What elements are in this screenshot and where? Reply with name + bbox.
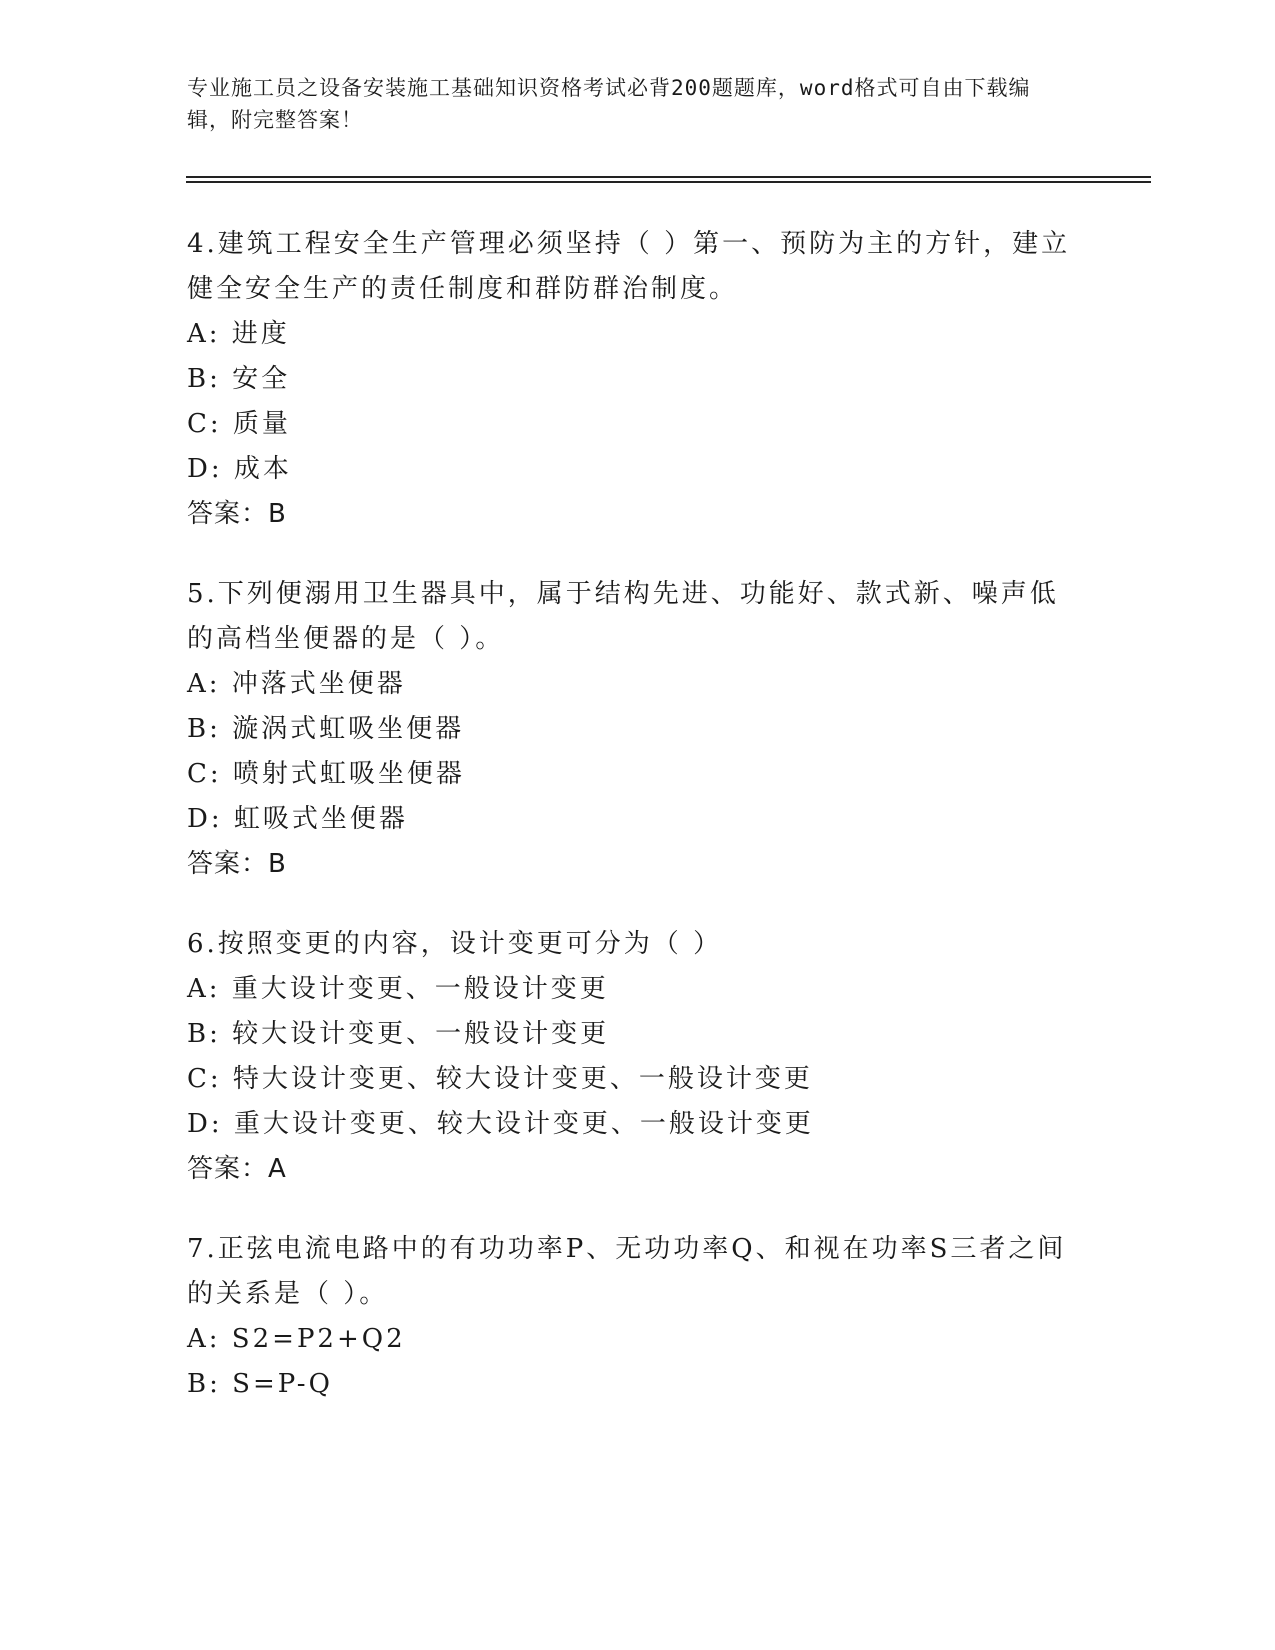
- option-a: A: 冲落式坐便器: [187, 669, 406, 699]
- header-divider-top: [186, 176, 1151, 178]
- option-c: C: 喷射式虹吸坐便器: [187, 759, 465, 789]
- question-text: 6.按照变更的内容，设计变更可分为（ ）: [187, 929, 723, 959]
- document-header: 专业施工员之设备安装施工基础知识资格考试必背200题题库，word格式可自由下载编辑，附完整答案！: [187, 76, 1031, 132]
- option-d: D: 成本: [187, 454, 292, 484]
- option-a: A: S2=P2+Q2: [187, 1324, 406, 1354]
- question-text: 4.建筑工程安全生产管理必须坚持（ ）第一、预防为主的方针，建立健全安全生产的责任制度和群防群治制度。: [187, 229, 1071, 304]
- option-b: B: 漩涡式虹吸坐便器: [187, 714, 465, 744]
- question-6: [187, 922, 1087, 1192]
- option-d: D: 重大设计变更、较大设计变更、一般设计变更: [187, 1109, 814, 1139]
- header-divider-bottom: [186, 181, 1151, 183]
- question-text: 7.正弦电流电路中的有功功率P、无功功率Q、和视在功率S三者之间的关系是（ ）。: [187, 1234, 1067, 1309]
- answer: 答案：B: [187, 499, 287, 529]
- answer: 答案：A: [187, 1154, 287, 1184]
- question-4: [187, 222, 1087, 537]
- option-c: C: 质量: [187, 409, 291, 439]
- option-a: A: 进度: [187, 319, 290, 349]
- option-c: C: 特大设计变更、较大设计变更、一般设计变更: [187, 1064, 813, 1094]
- question-7: [187, 1227, 1087, 1407]
- question-text: 5.下列便溺用卫生器具中，属于结构先进、功能好、款式新、噪声低的高档坐便器的是（ ）。: [187, 579, 1059, 654]
- option-b: B: 安全: [187, 364, 291, 394]
- answer: 答案：B: [187, 849, 287, 879]
- option-b: B: S=P-Q: [187, 1369, 333, 1399]
- option-a: A: 重大设计变更、一般设计变更: [187, 974, 609, 1004]
- question-5: [187, 572, 1087, 887]
- option-b: B: 较大设计变更、一般设计变更: [187, 1019, 610, 1049]
- option-d: D: 虹吸式坐便器: [187, 804, 408, 834]
